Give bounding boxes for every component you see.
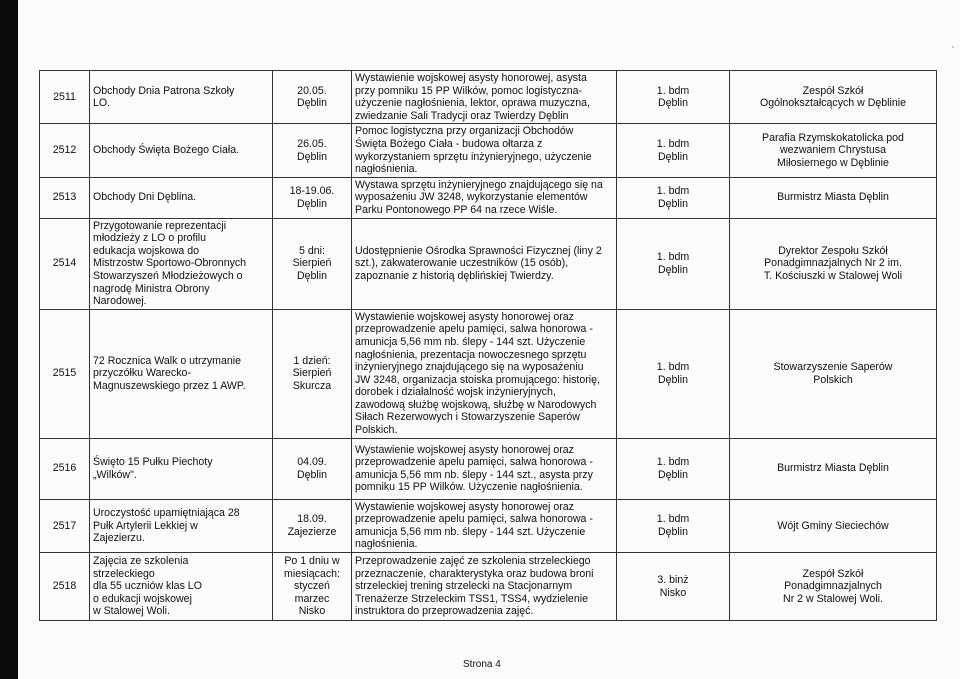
event-name-cell: Obchody Święta Bożego Ciała.	[90, 124, 273, 177]
organizer-cell: Parafia Rzymskokatolicka pod wezwaniem Chrystusa Miłosiernego w Dęblinie	[730, 124, 937, 177]
scan-speck	[952, 46, 954, 48]
events-table	[39, 70, 937, 621]
table-row	[40, 499, 937, 552]
row-number: 2516	[40, 438, 90, 499]
row-number: 2511	[40, 71, 90, 124]
organizer-cell: Zespół Szkół Ponadgimnazjalnych Nr 2 w Stalowej Woli.	[730, 553, 937, 621]
table-row	[40, 124, 937, 177]
organizer-cell: Wójt Gminy Sieciechów	[730, 499, 937, 552]
date-place-cell: 5 dni: Sierpień Dęblin	[273, 218, 352, 309]
event-name-cell: Obchody Dnia Patrona Szkoły LO.	[90, 71, 273, 124]
event-name-cell: Uroczystość upamiętniająca 28 Pułk Artylerii Lekkiej w Zajezierzu.	[90, 499, 273, 552]
military-unit-cell: 1. bdm Dęblin	[617, 124, 730, 177]
table-row	[40, 438, 937, 499]
row-number: 2515	[40, 309, 90, 438]
support-description-cell: Wystawienie wojskowej asysty honorowej oraz przeprowadzenie apelu pamięci, salwa honorowa - amunicja 5,56 mm nb. ślepy - 144 szt. Użyczenie nagłośnienia.	[352, 499, 617, 552]
date-place-cell: 20.05. Dęblin	[273, 71, 352, 124]
military-unit-cell: 1. bdm Dęblin	[617, 218, 730, 309]
date-place-cell: 18-19.06. Dęblin	[273, 177, 352, 218]
military-unit-cell: 1. bdm Dęblin	[617, 71, 730, 124]
military-unit-cell: 1. bdm Dęblin	[617, 499, 730, 552]
military-unit-cell: 3. binż Nisko	[617, 553, 730, 621]
military-unit-cell: 1. bdm Dęblin	[617, 438, 730, 499]
event-name-cell: 72 Rocznica Walk o utrzymanie przyczółku Warecko- Magnuszewskiego przez 1 AWP.	[90, 309, 273, 438]
date-place-cell: 1 dzień: Sierpień Skurcza	[273, 309, 352, 438]
row-number: 2512	[40, 124, 90, 177]
event-name-cell: Przygotowanie reprezentacji młodzieży z LO o profilu edukacja wojskowa do Mistrzostw Sportowo-Obronnych Stowarzyszeń Młodzieżowych o nagrodę Ministra Obrony Narodowej.	[90, 218, 273, 309]
support-description-cell: Wystawienie wojskowej asysty honorowej, asysta przy pomniku 15 PP Wilków, pomoc logistyczna- użyczenie nagłośnienia, lektor, oprawa muzyczna, zwiedzanie Sali Tradycji oraz Twierdzy Dęblin	[352, 71, 617, 124]
support-description-cell: Udostępnienie Ośrodka Sprawności Fizycznej (liny 2 szt.), zakwaterowanie uczestników (15 osób), zapoznanie z historią dęblińskiej Twierdzy.	[352, 218, 617, 309]
page-number: Strona 4	[463, 659, 501, 670]
table-row	[40, 71, 937, 124]
organizer-cell: Zespół Szkół Ogólnokształcących w Dęblinie	[730, 71, 937, 124]
support-description-cell: Przeprowadzenie zajęć ze szkolenia strzeleckiego przeznaczenie, charakterystyka oraz budowa broni strzeleckiej trening strzelecki na Stacjonarnym Trenażerze Strzeleckim TSS1, TSS4, wydzielenie instruktora do przeprowadzenia zajęć.	[352, 553, 617, 621]
row-number: 2517	[40, 499, 90, 552]
event-name-cell: Święto 15 Pułku Piechoty „Wilków".	[90, 438, 273, 499]
organizer-cell: Burmistrz Miasta Dęblin	[730, 438, 937, 499]
row-number: 2513	[40, 177, 90, 218]
support-description-cell: Wystawienie wojskowej asysty honorowej oraz przeprowadzenie apelu pamięci, salwa honorowa - amunicja 5,56 mm nb. ślepy - 144 szt. Użyczenie nagłośnienia, prezentacja nowoczesnego sprzętu inżynieryjnego znajdującego się na wyposażeniu JW 3248, organizacja stoiska promującego: historię, dorobek i działalność wojsk inżynieryjnych, zawodową służbę wojskową, służbę w Narodowych Siłach Rezerwowych i Stowarzyszenie Saperów Polskich.	[352, 309, 617, 438]
organizer-cell: Dyrektor Zespołu Szkół Ponadgimnazjalnych Nr 2 im. T. Kościuszki w Stalowej Woli	[730, 218, 937, 309]
date-place-cell: 18.09. Zajezierze	[273, 499, 352, 552]
row-number: 2518	[40, 553, 90, 621]
date-place-cell: Po 1 dniu w miesiącach: styczeń marzec Nisko	[273, 553, 352, 621]
table-row	[40, 177, 937, 218]
table-row	[40, 218, 937, 309]
table-row	[40, 553, 937, 621]
table-row	[40, 309, 937, 438]
date-place-cell: 26.05. Dęblin	[273, 124, 352, 177]
event-name-cell: Obchody Dni Dęblina.	[90, 177, 273, 218]
event-name-cell: Zajęcia ze szkolenia strzeleckiego dla 55 uczniów klas LO o edukacji wojskowej w Stalowej Woli.	[90, 553, 273, 621]
military-unit-cell: 1. bdm Dęblin	[617, 177, 730, 218]
support-description-cell: Pomoc logistyczna przy organizacji Obchodów Święta Bożego Ciała - budowa ołtarza z wykorzystaniem sprzętu inżynieryjnego, użyczenie nagłośnienia.	[352, 124, 617, 177]
date-place-cell: 04.09. Dęblin	[273, 438, 352, 499]
support-description-cell: Wystawa sprzętu inżynieryjnego znajdującego się na wyposażeniu JW 3248, wykorzystanie elementów Parku Pontonowego PP 64 na rzece Wiśle.	[352, 177, 617, 218]
support-description-cell: Wystawienie wojskowej asysty honorowej oraz przeprowadzenie apelu pamięci, salwa honorowa - amunicja 5,56 mm nb. ślepy - 144 szt., asysta przy pomniku 15 PP Wilków. Użyczenie nagłośnienia.	[352, 438, 617, 499]
organizer-cell: Stowarzyszenie Saperów Polskich	[730, 309, 937, 438]
organizer-cell: Burmistrz Miasta Dęblin	[730, 177, 937, 218]
row-number: 2514	[40, 218, 90, 309]
military-unit-cell: 1. bdm Dęblin	[617, 309, 730, 438]
